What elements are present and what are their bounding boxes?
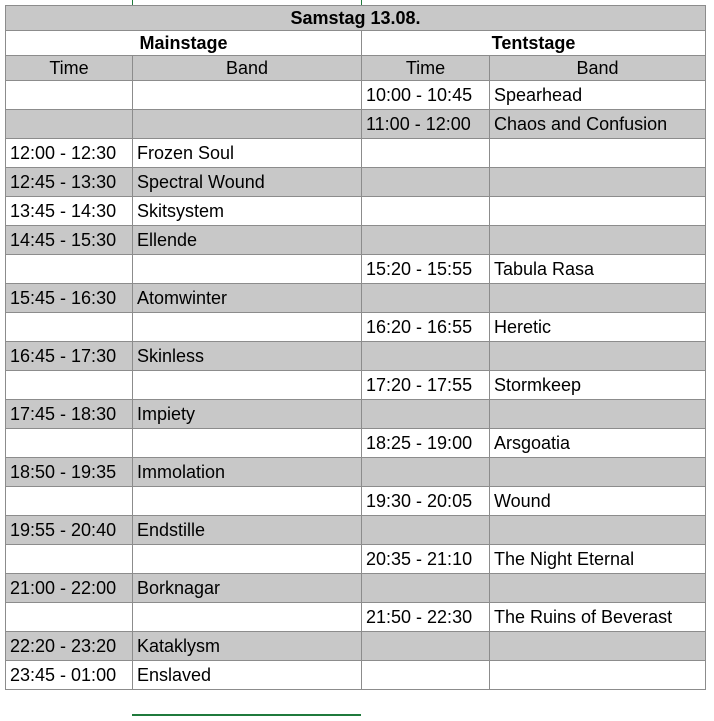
tentstage-band-cell[interactable] [490, 400, 706, 429]
mainstage-band-cell[interactable]: Skitsystem [133, 197, 362, 226]
mainstage-header[interactable]: Mainstage [6, 31, 362, 56]
tentstage-band-header[interactable]: Band [490, 56, 706, 81]
table-row [6, 284, 706, 313]
table-row [6, 661, 706, 690]
tentstage-time-cell[interactable] [362, 516, 490, 545]
tentstage-band-cell[interactable]: Wound [490, 487, 706, 516]
tentstage-time-cell[interactable] [362, 197, 490, 226]
mainstage-time-cell[interactable] [6, 110, 133, 139]
table-row [6, 197, 706, 226]
mainstage-time-header[interactable]: Time [6, 56, 133, 81]
mainstage-time-cell[interactable]: 21:00 - 22:00 [6, 574, 133, 603]
tentstage-time-cell[interactable]: 15:20 - 15:55 [362, 255, 490, 284]
tentstage-time-cell[interactable]: 21:50 - 22:30 [362, 603, 490, 632]
table-row [6, 226, 706, 255]
mainstage-time-cell[interactable]: 19:55 - 20:40 [6, 516, 133, 545]
mainstage-band-cell[interactable] [133, 545, 362, 574]
table-row [6, 632, 706, 661]
schedule-table [5, 5, 706, 690]
tentstage-band-cell[interactable]: Stormkeep [490, 371, 706, 400]
tentstage-time-cell[interactable] [362, 574, 490, 603]
mainstage-band-cell[interactable]: Skinless [133, 342, 362, 371]
mainstage-band-cell[interactable]: Immolation [133, 458, 362, 487]
table-row [6, 545, 706, 574]
mainstage-time-cell[interactable] [6, 545, 133, 574]
tentstage-band-cell[interactable]: Arsgoatia [490, 429, 706, 458]
mainstage-band-cell[interactable] [133, 371, 362, 400]
tentstage-time-cell[interactable]: 19:30 - 20:05 [362, 487, 490, 516]
mainstage-band-cell[interactable] [133, 81, 362, 110]
tentstage-time-cell[interactable] [362, 400, 490, 429]
table-row [6, 342, 706, 371]
tentstage-band-cell[interactable] [490, 342, 706, 371]
tentstage-time-cell[interactable]: 10:00 - 10:45 [362, 81, 490, 110]
mainstage-band-cell[interactable]: Endstille [133, 516, 362, 545]
mainstage-band-cell[interactable]: Kataklysm [133, 632, 362, 661]
table-row [6, 429, 706, 458]
mainstage-band-cell[interactable]: Ellende [133, 226, 362, 255]
tentstage-band-cell[interactable] [490, 197, 706, 226]
mainstage-band-cell[interactable] [133, 429, 362, 458]
mainstage-band-cell[interactable] [133, 313, 362, 342]
mainstage-band-cell[interactable] [133, 110, 362, 139]
tentstage-time-cell[interactable] [362, 168, 490, 197]
tentstage-band-cell[interactable] [490, 574, 706, 603]
table-row [6, 574, 706, 603]
tentstage-band-cell[interactable] [490, 661, 706, 690]
selection-border-bottom [132, 714, 361, 716]
day-title-cell[interactable]: Samstag 13.08. [6, 6, 706, 31]
mainstage-band-cell[interactable]: Borknagar [133, 574, 362, 603]
mainstage-band-cell[interactable] [133, 255, 362, 284]
tentstage-time-cell[interactable]: 17:20 - 17:55 [362, 371, 490, 400]
mainstage-band-cell[interactable]: Spectral Wound [133, 168, 362, 197]
tentstage-time-cell[interactable]: 20:35 - 21:10 [362, 545, 490, 574]
tentstage-time-cell[interactable]: 16:20 - 16:55 [362, 313, 490, 342]
tentstage-band-cell[interactable] [490, 226, 706, 255]
tentstage-band-cell[interactable]: The Ruins of Beverast [490, 603, 706, 632]
mainstage-time-cell[interactable] [6, 429, 133, 458]
table-row [6, 458, 706, 487]
tentstage-band-cell[interactable]: Spearhead [490, 81, 706, 110]
mainstage-band-cell[interactable]: Enslaved [133, 661, 362, 690]
table-row [6, 487, 706, 516]
table-row [6, 516, 706, 545]
tentstage-header[interactable]: Tentstage [362, 31, 706, 56]
mainstage-time-cell[interactable] [6, 313, 133, 342]
table-row [6, 371, 706, 400]
mainstage-time-cell[interactable]: 16:45 - 17:30 [6, 342, 133, 371]
mainstage-time-cell[interactable] [6, 81, 133, 110]
table-row [6, 110, 706, 139]
mainstage-band-cell[interactable]: Impiety [133, 400, 362, 429]
mainstage-time-cell[interactable] [6, 487, 133, 516]
mainstage-time-cell[interactable]: 15:45 - 16:30 [6, 284, 133, 313]
mainstage-time-cell[interactable] [6, 255, 133, 284]
mainstage-time-cell[interactable]: 13:45 - 14:30 [6, 197, 133, 226]
tentstage-time-cell[interactable] [362, 632, 490, 661]
tentstage-band-cell[interactable] [490, 168, 706, 197]
tentstage-time-cell[interactable]: 18:25 - 19:00 [362, 429, 490, 458]
mainstage-band-header[interactable]: Band [133, 56, 362, 81]
mainstage-time-cell[interactable]: 14:45 - 15:30 [6, 226, 133, 255]
tentstage-band-cell[interactable] [490, 139, 706, 168]
tentstage-time-cell[interactable] [362, 284, 490, 313]
mainstage-band-cell[interactable] [133, 487, 362, 516]
table-row [6, 313, 706, 342]
tentstage-time-cell[interactable]: 11:00 - 12:00 [362, 110, 490, 139]
tentstage-time-header[interactable]: Time [362, 56, 490, 81]
tentstage-band-cell[interactable] [490, 632, 706, 661]
table-row [6, 168, 706, 197]
table-row [6, 603, 706, 632]
tentstage-band-cell[interactable] [490, 458, 706, 487]
mainstage-time-cell[interactable]: 23:45 - 01:00 [6, 661, 133, 690]
table-row [6, 81, 706, 110]
tentstage-band-cell[interactable] [490, 516, 706, 545]
tentstage-band-cell[interactable] [490, 284, 706, 313]
tentstage-time-cell[interactable] [362, 661, 490, 690]
mainstage-time-cell[interactable]: 22:20 - 23:20 [6, 632, 133, 661]
tentstage-time-cell[interactable] [362, 139, 490, 168]
table-row [6, 255, 706, 284]
tentstage-band-cell[interactable]: The Night Eternal [490, 545, 706, 574]
mainstage-time-cell[interactable] [6, 603, 133, 632]
tentstage-band-cell[interactable]: Chaos and Confusion [490, 110, 706, 139]
mainstage-band-cell[interactable]: Atomwinter [133, 284, 362, 313]
tentstage-time-cell[interactable] [362, 226, 490, 255]
mainstage-time-cell[interactable] [6, 371, 133, 400]
tentstage-band-cell[interactable]: Tabula Rasa [490, 255, 706, 284]
tentstage-time-cell[interactable] [362, 342, 490, 371]
mainstage-band-cell[interactable] [133, 603, 362, 632]
table-row [6, 400, 706, 429]
mainstage-time-cell[interactable]: 12:00 - 12:30 [6, 139, 133, 168]
tentstage-band-cell[interactable]: Heretic [490, 313, 706, 342]
mainstage-time-cell[interactable]: 12:45 - 13:30 [6, 168, 133, 197]
tentstage-time-cell[interactable] [362, 458, 490, 487]
mainstage-band-cell[interactable]: Frozen Soul [133, 139, 362, 168]
table-row [6, 139, 706, 168]
mainstage-time-cell[interactable]: 18:50 - 19:35 [6, 458, 133, 487]
mainstage-time-cell[interactable]: 17:45 - 18:30 [6, 400, 133, 429]
